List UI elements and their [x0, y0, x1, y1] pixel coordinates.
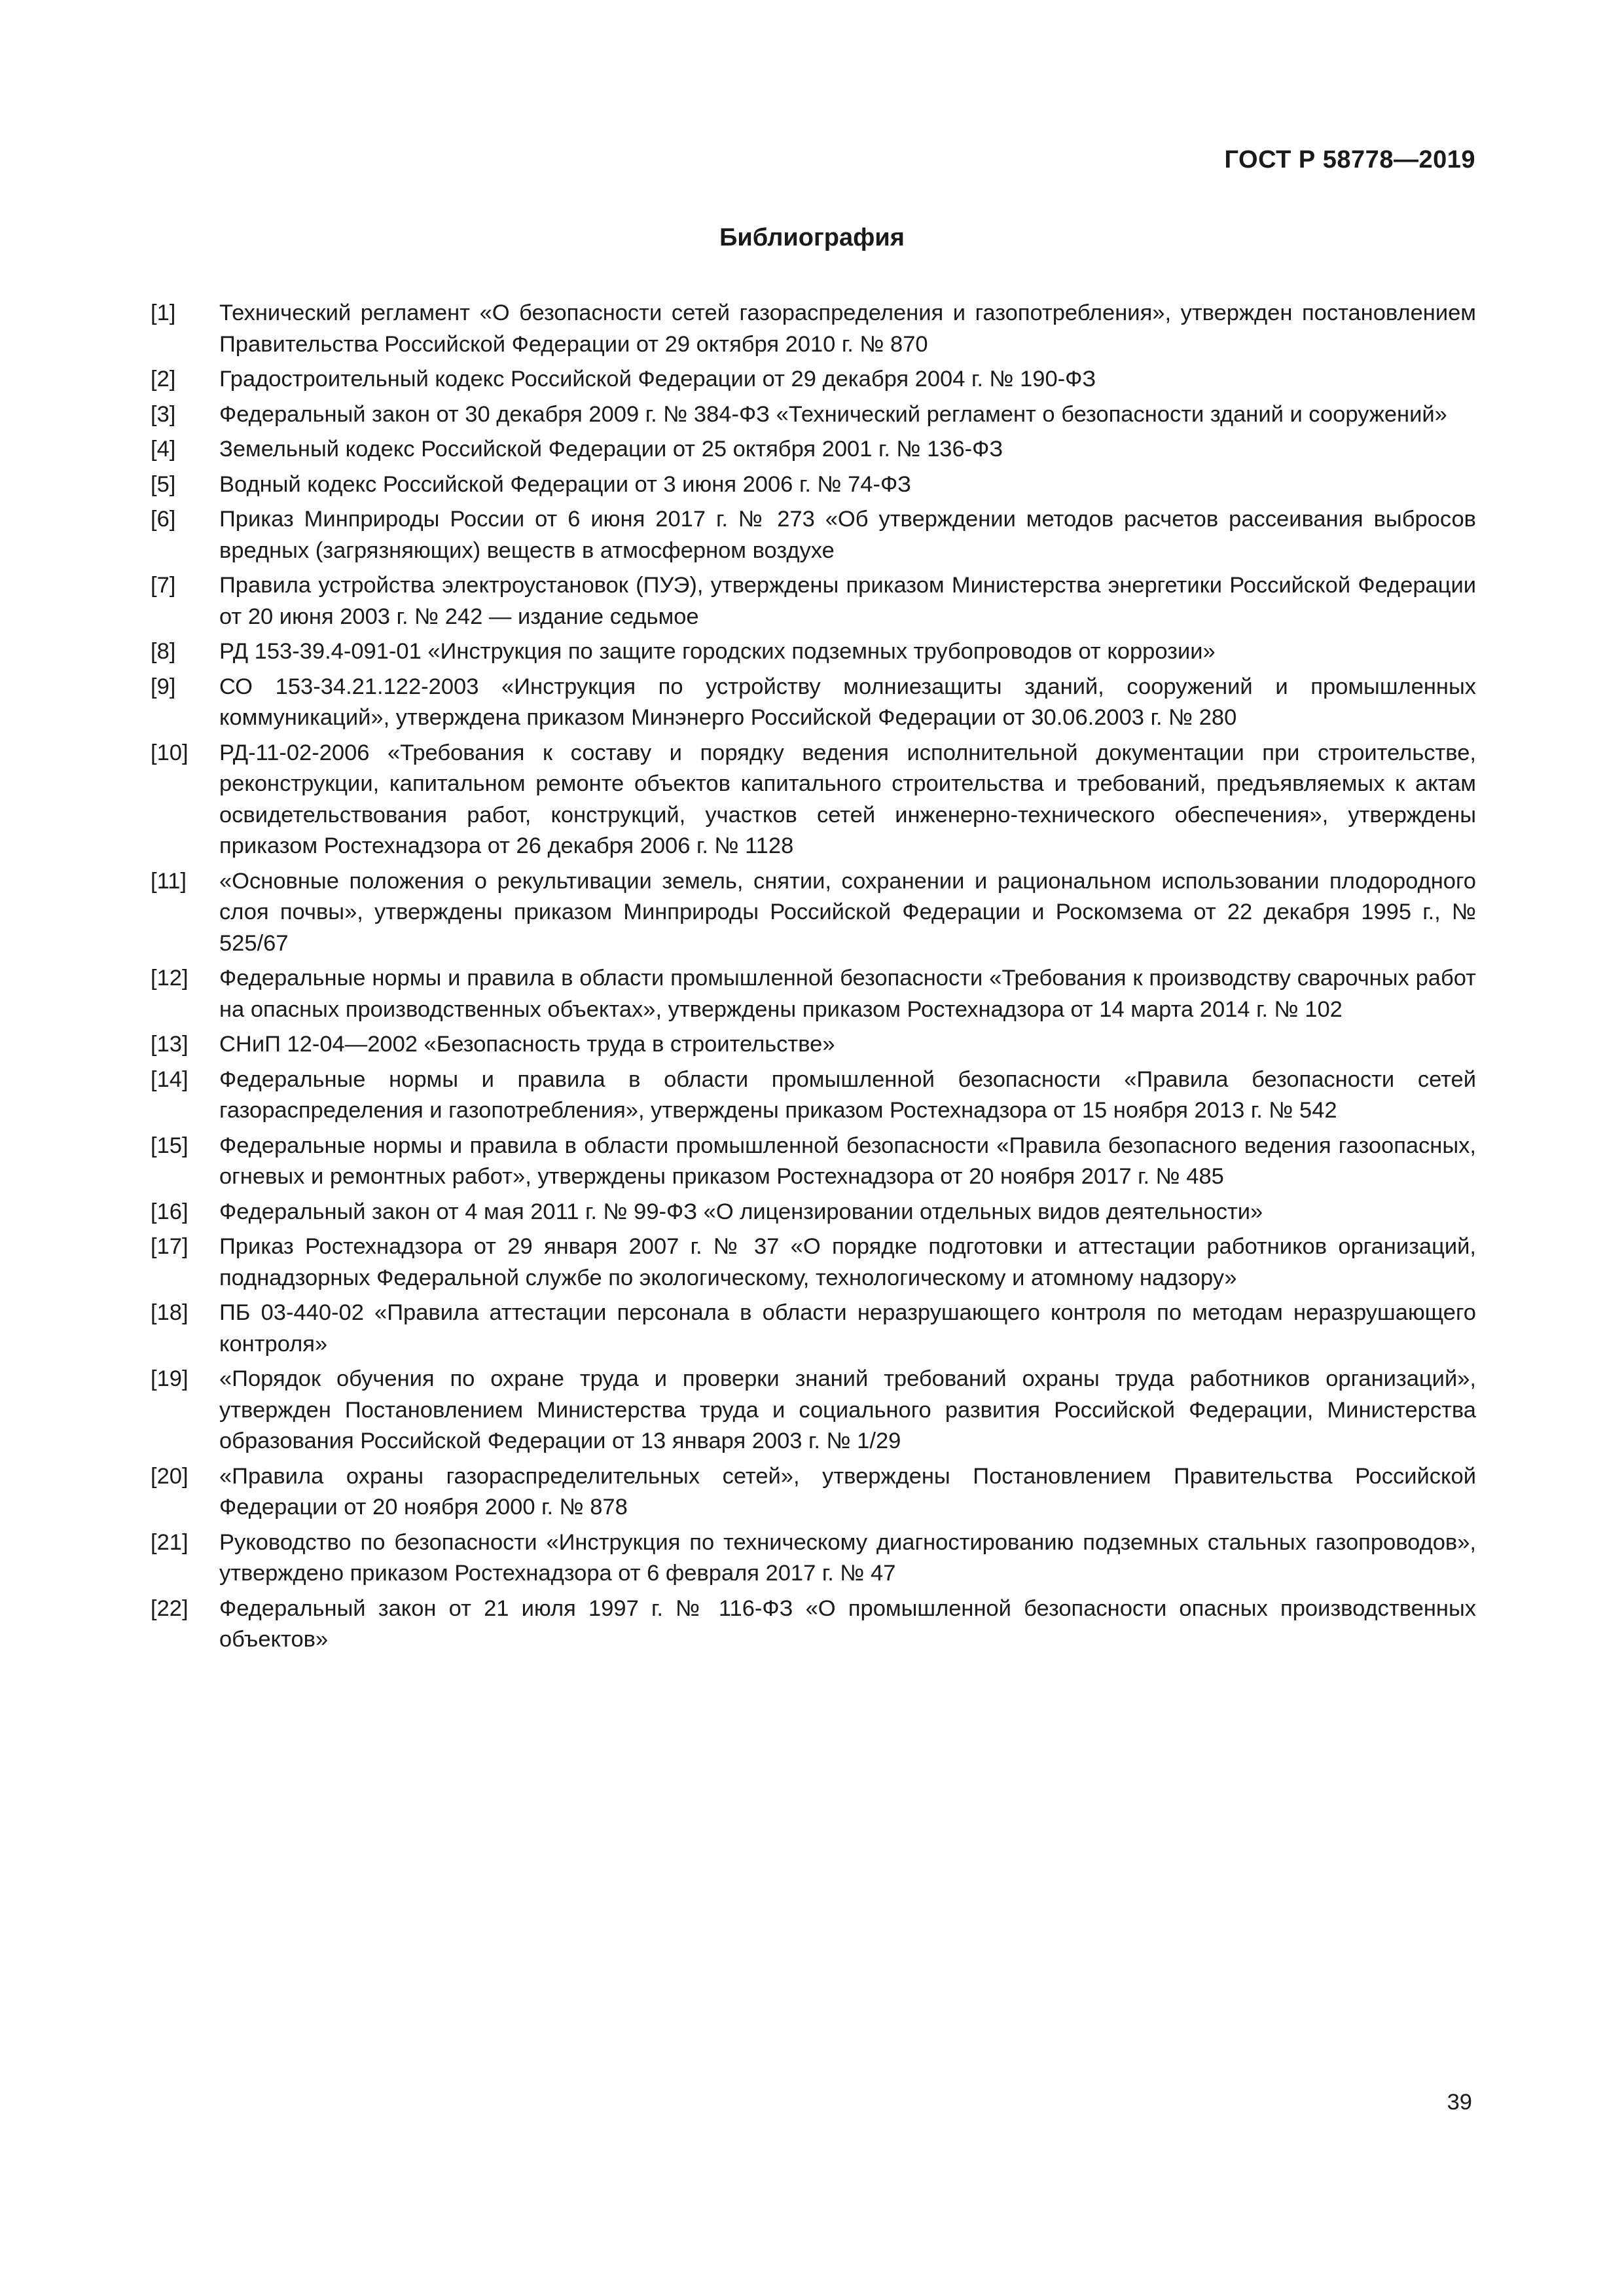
bibliography-entry	[151, 866, 1476, 960]
bibliography-entry	[151, 963, 1476, 1025]
bibliography-entry	[151, 298, 1476, 360]
entry-number: [10]	[151, 740, 189, 765]
bibliography-entry	[151, 1594, 1476, 1656]
bibliography-entry	[151, 504, 1476, 566]
entry-number: [15]	[151, 1133, 189, 1158]
bibliography-entry	[151, 738, 1476, 862]
bibliography-entry	[151, 636, 1476, 668]
bibliography-entry	[151, 469, 1476, 501]
page-title: Библиография	[719, 224, 905, 251]
bibliography-entry	[151, 1298, 1476, 1360]
bibliography-entry	[151, 1029, 1476, 1061]
entry-text: «Порядок обучения по охране труда и проверки знаний требований охраны труда работников организаций», утвержден Постановлением Министерства труда и социального развития Российской Федерации, Министерства образования Российской Федерации от 13 января 2003 г. № 1/29	[219, 1366, 1476, 1453]
entry-number: [20]	[151, 1463, 189, 1489]
entry-text: Градостроительный кодекс Российской Федерации от 29 декабря 2004 г. № 190-ФЗ	[219, 367, 1096, 392]
entry-text: Приказ Минприроды России от 6 июня 2017 г. № 273 «Об утверждении методов расчетов рассеивания выбросов вредных (загрязняющих) веществ в атмосферном воздухе	[219, 507, 1476, 563]
entry-text: ПБ 03-440-02 «Правила аттестации персонала в области неразрушающего контроля по методам неразрушающего контроля»	[219, 1300, 1476, 1357]
entry-number: [3]	[151, 401, 176, 427]
bibliography-entry	[151, 570, 1476, 632]
entry-number: [6]	[151, 507, 176, 532]
entry-number: [7]	[151, 573, 176, 598]
entry-number: [17]	[151, 1234, 189, 1259]
entry-text: Технический регламент «О безопасности сетей газораспределения и газопотребления», утвержден постановлением Правительства Российской Федерации от 29 октября 2010 г. № 870	[219, 301, 1476, 357]
entry-number: [5]	[151, 471, 176, 497]
entry-number: [21]	[151, 1529, 189, 1555]
entry-text: Федеральный закон от 21 июля 1997 г. № 116-ФЗ «О промышленной безопасности опасных производственных объектов»	[219, 1595, 1476, 1652]
entry-text: Приказ Ростехнадзора от 29 января 2007 г. № 37 «О порядке подготовки и аттестации работников организаций, поднадзорных Федеральной службе по экологическому, технологическому и атомному надзору»	[219, 1234, 1476, 1290]
entry-text: Водный кодекс Российской Федерации от 3 июня 2006 г. № 74-ФЗ	[219, 471, 912, 497]
bibliography-entry	[151, 1197, 1476, 1228]
entry-text: Руководство по безопасности «Инструкция по техническому диагностированию подземных стальных газопроводов», утверждено приказом Ростехнадзора от 6 февраля 2017 г. № 47	[219, 1529, 1476, 1586]
entry-number: [16]	[151, 1199, 189, 1224]
bibliography-entry	[151, 364, 1476, 395]
entry-text: СО 153-34.21.122-2003 «Инструкция по устройству молниезащиты зданий, сооружений и промышленных коммуникаций», утверждена приказом Минэнерго Российской Федерации от 30.06.2003 г. № 280	[219, 674, 1476, 730]
entry-number: [11]	[151, 868, 187, 894]
bibliography-entry	[151, 399, 1476, 431]
entry-number: [12]	[151, 966, 189, 991]
entry-number: [13]	[151, 1032, 189, 1057]
entry-number: [8]	[151, 639, 176, 664]
entry-text: Федеральный закон от 30 декабря 2009 г. № 384-ФЗ «Технический регламент о безопасности зданий и сооружений»	[219, 401, 1447, 427]
bibliography-entry	[151, 672, 1476, 734]
bibliography-entry	[151, 1364, 1476, 1457]
bibliography-list	[151, 298, 1476, 1660]
entry-text: «Правила охраны газораспределительных сетей», утверждены Постановлением Правительства Российской Федерации от 20 ноября 2000 г. № 878	[219, 1463, 1476, 1520]
entry-number: [14]	[151, 1066, 189, 1092]
entry-text: Правила устройства электроустановок (ПУЭ), утверждены приказом Министерства энергетики Российской Федерации от 20 июня 2003 г. № 242 — издание седьмое	[219, 573, 1476, 629]
entry-text: Земельный кодекс Российской Федерации от 25 октября 2001 г. № 136-ФЗ	[219, 437, 1003, 462]
entry-text: Федеральный закон от 4 мая 2011 г. № 99-ФЗ «О лицензировании отдельных видов деятельности»	[219, 1199, 1263, 1224]
entry-number: [2]	[151, 367, 176, 392]
bibliography-entry	[151, 1231, 1476, 1294]
entry-text: Федеральные нормы и правила в области промышленной безопасности «Правила безопасности сетей газораспределения и газопотребления», утверждены приказом Ростехнадзора от 15 ноября 2013 г. № 542	[219, 1066, 1476, 1123]
entry-number: [9]	[151, 674, 176, 699]
entry-text: Федеральные нормы и правила в области промышленной безопасности «Требования к производству сварочных работ на опасных производственных объектах», утверждены приказом Ростехнадзора от 14 марта 2014 г. № 102	[219, 966, 1476, 1022]
entry-number: [1]	[151, 301, 176, 325]
entry-text: СНиП 12-04—2002 «Безопасность труда в строительстве»	[219, 1032, 835, 1057]
entry-text: Федеральные нормы и правила в области промышленной безопасности «Правила безопасного ведения газоопасных, огневых и ремонтных работ», утверждены приказом Ростехнадзора от 20 ноября 2017 г. № 485	[219, 1133, 1476, 1189]
entry-text: РД-11-02-2006 «Требования к составу и порядку ведения исполнительной документации при строительстве, реконструкции, капитальном ремонте объектов капитального строительства и требований, предъявляемых к актам освидетельствования работ, конструкций, участков сетей инженерно-технического обеспечения», утверждены приказом Ростехнадзора от 26 декабря 2006 г. № 1128	[219, 740, 1476, 858]
bibliography-entry	[151, 1527, 1476, 1590]
bibliography-entry	[151, 434, 1476, 465]
entry-number: [18]	[151, 1300, 189, 1325]
entry-number: [4]	[151, 437, 176, 462]
bibliography-entry	[151, 1065, 1476, 1127]
entry-text: «Основные положения о рекультивации земель, снятии, сохранении и рациональном использовании плодородного слоя почвы», утверждены приказом Минприроды Российской Федерации и Роскомзема от 22 декабря 1995 г., № 525/67	[219, 868, 1476, 956]
entry-text: РД 153-39.4-091-01 «Инструкция по защите городских подземных трубопроводов от коррозии»	[219, 639, 1216, 664]
bibliography-entry	[151, 1461, 1476, 1523]
entry-number: [19]	[151, 1366, 189, 1391]
document-code: ГОСТ Р 58778—2019	[1224, 146, 1475, 173]
bibliography-entry	[151, 1131, 1476, 1193]
entry-number: [22]	[151, 1595, 189, 1621]
page-number: 39	[1447, 2090, 1472, 2115]
